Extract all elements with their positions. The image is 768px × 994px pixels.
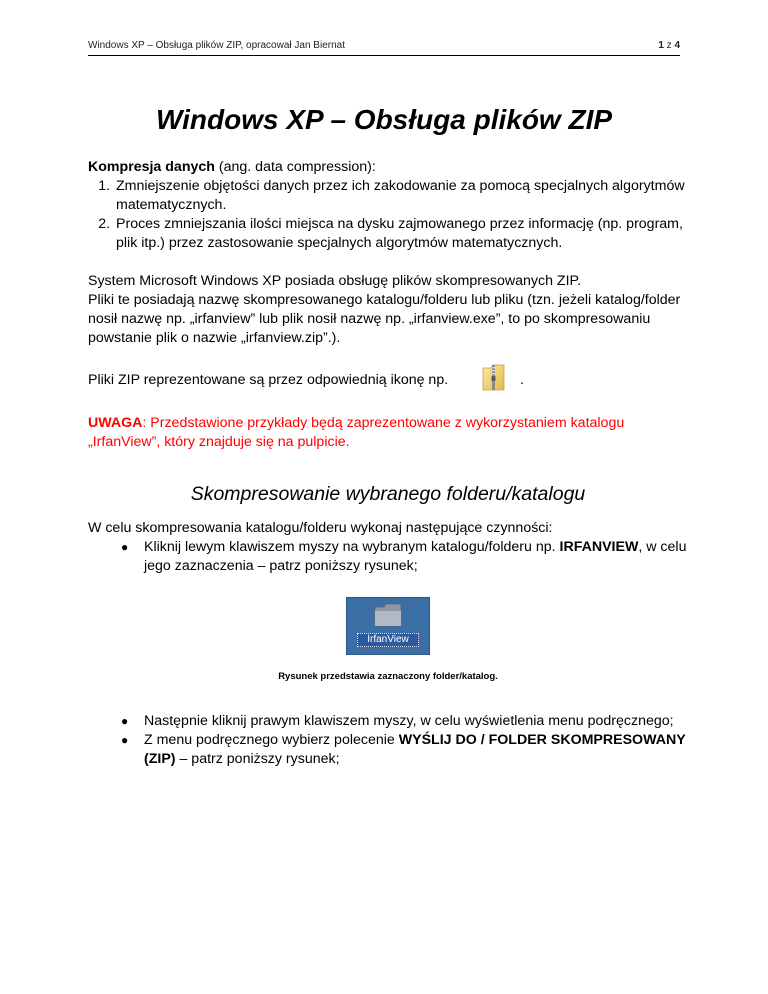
bullet-icon: ●: [121, 714, 129, 728]
document-title: Windows XP – Obsługa plików ZIP: [155, 104, 613, 135]
paragraph-support: System Microsoft Windows XP posiada obsługę plików skompresowanych ZIP.: [88, 273, 582, 289]
document-body: [88, 158, 688, 769]
intro-definition: Kompresja danych (ang. data compression):: [88, 159, 376, 175]
bullet-icon: ●: [121, 733, 129, 747]
intro-term: Kompresja danych: [88, 159, 215, 175]
folder-icon: [374, 603, 402, 627]
step-item: ● Kliknij lewym klawiszem myszy na wybranym katalogu/folderu np. IRFANVIEW, w celu jego zaznaczenia – patrz poniższy rysunek;: [121, 539, 687, 574]
warning-note: UWAGA: Przedstawione przykłady będą zaprezentowane z wykorzystaniem katalogu „IrfanView”, który znajduje się na pulpicie.: [88, 415, 625, 450]
bullet-icon: ●: [121, 540, 129, 554]
definition-item: 2. Proces zmniejszania ilości miejsca na dysku zajmowanego przez informację (np. program, plik itp.) przez zastosowanie specjalnych algorytmów matematycznych.: [114, 215, 688, 253]
folder-screenshot: [346, 597, 430, 655]
page-number: 1 z 4: [658, 40, 680, 51]
paragraph-zip-icon: Pliki ZIP reprezentowane są przez odpowiednią ikonę np. .: [88, 362, 688, 392]
steps-list: [88, 538, 688, 576]
figure-selected-folder: [88, 597, 688, 686]
paragraph-naming: Pliki te posiadają nazwę skompresowanego katalogu/folderu lub pliku (tzn. jeżeli katalog/folder nosił nazwę np. „irfanview” lub plik nosił nazwę np. „irfanview.exe”, to po skompresowaniu powstanie plik o nazwie „irfanview.zip”.).: [88, 292, 681, 346]
page-header: [88, 40, 680, 56]
definition-item: 1. Zmniejszenie objętości danych przez ich zakodowanie za pomocą specjalnych algorytmów matematycznych.: [114, 177, 688, 215]
zip-folder-icon: [482, 362, 506, 392]
section-title: Skompresowanie wybranego folderu/katalogu: [190, 483, 586, 505]
step-item: ● Z menu podręcznego wybierz polecenie WYŚLIJ DO / FOLDER SKOMPRESOWANY (ZIP) – patrz poniższy rysunek;: [121, 732, 686, 767]
warning-label: UWAGA: [88, 415, 143, 431]
header-title: Windows XP – Obsługa plików ZIP, opracował Jan Biernat: [88, 40, 345, 51]
figure-caption: Rysunek przedstawia zaznaczony folder/katalog.: [278, 671, 498, 682]
folder-label: IrfanView: [357, 633, 419, 647]
definition-list: [88, 177, 688, 253]
step-item: ● Następnie kliknij prawym klawiszem myszy, w celu wyświetlenia menu podręcznego;: [121, 713, 674, 729]
steps-list-continued: [88, 712, 688, 769]
steps-intro: W celu skompresowania katalogu/folderu wykonaj następujące czynności:: [88, 520, 553, 536]
